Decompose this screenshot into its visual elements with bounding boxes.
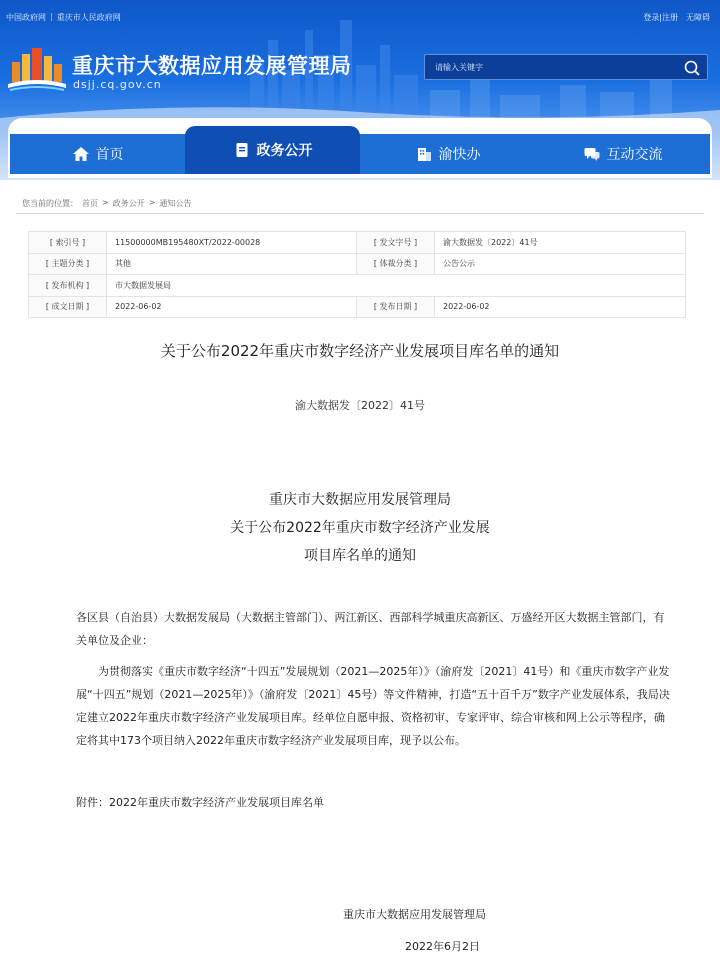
- top-links: [6, 12, 121, 23]
- accessibility-link[interactable]: 无障碍: [686, 13, 710, 22]
- link-gov-cn[interactable]: 中国政府网: [6, 13, 46, 22]
- nav-item-label: 互动交流: [606, 147, 663, 163]
- table-row: [29, 253, 686, 275]
- link-separator: |: [50, 12, 53, 21]
- site-title[interactable]: 重庆市大数据应用发展管理局: [72, 54, 352, 78]
- nav-item-home[interactable]: [10, 134, 185, 174]
- search-input[interactable]: [435, 63, 675, 72]
- top-right-links: [643, 12, 710, 23]
- home-icon: [72, 145, 90, 163]
- issuer-value: 市大数据发展局: [107, 275, 686, 297]
- heading-line-3: 项目库名单的通知: [304, 548, 416, 564]
- article-title: 关于公布2022年重庆市数字经济产业发展项目库名单的通知: [160, 342, 560, 360]
- topic-label: [ 主题分类 ]: [29, 253, 107, 275]
- breadcrumb-gov-affairs[interactable]: 政务公开: [112, 199, 145, 208]
- docno-value: 渝大数据发〔2022〕41号: [435, 232, 686, 254]
- index-label: [ 索引号 ]: [29, 232, 107, 254]
- breadcrumb-notices[interactable]: 通知公告: [159, 199, 192, 208]
- genre-label: [ 体裁分类 ]: [357, 253, 435, 275]
- nav-item-interaction[interactable]: [535, 134, 710, 174]
- table-row: [29, 232, 686, 254]
- breadcrumb-home[interactable]: 首页: [82, 199, 98, 208]
- breadcrumb-sep: >: [148, 198, 156, 207]
- salutation-paragraph: 各区县（自治县）大数据发展局（大数据主管部门）、两江新区、西部科学城重庆高新区、万盛经开区大数据主管部门，有关单位及企业：: [76, 611, 665, 647]
- breadcrumb: [22, 198, 191, 209]
- search-icon[interactable]: [683, 59, 701, 77]
- site-logo-icon[interactable]: [8, 48, 66, 94]
- document-icon: [233, 141, 251, 159]
- issuer-label: [ 发布机构 ]: [29, 275, 107, 297]
- index-value: 11500000MB195480XT/2022-00028: [107, 232, 357, 254]
- created-label: [ 成文日期 ]: [29, 296, 107, 318]
- document-number: 渝大数据发〔2022〕41号: [295, 399, 425, 412]
- topic-value: 其他: [107, 253, 357, 275]
- breadcrumb-sep: >: [102, 198, 109, 207]
- genre-value: 公告公示: [435, 253, 686, 275]
- published-value: 2022-06-02: [435, 296, 686, 318]
- document-heading: [0, 486, 720, 570]
- search-box: [424, 54, 708, 80]
- table-row: [29, 296, 686, 318]
- heading-line-1: 重庆市大数据应用发展管理局: [269, 492, 451, 508]
- heading-line-2: 关于公布2022年重庆市数字经济产业发展: [230, 520, 490, 536]
- signature-date: 2022年6月2日: [405, 940, 480, 953]
- building-icon: [415, 145, 433, 163]
- nav-item-label: 渝快办: [438, 147, 481, 163]
- main-nav: [10, 134, 710, 174]
- nav-item-yukuaiban[interactable]: [360, 134, 535, 174]
- nav-item-government-affairs[interactable]: [185, 126, 360, 174]
- site-domain: dsjj.cq.gov.cn: [73, 78, 162, 91]
- docno-label: [ 发文字号 ]: [357, 232, 435, 254]
- attachment-link[interactable]: 附件：2022年重庆市数字经济产业发展项目库名单: [76, 796, 324, 809]
- nav-item-label: 政务公开: [256, 143, 313, 159]
- document-meta-table: [28, 231, 686, 318]
- chat-icon: [583, 145, 601, 163]
- breadcrumb-divider: [16, 213, 704, 214]
- login-register-link[interactable]: 登录|注册: [643, 13, 678, 22]
- signature-organization: 重庆市大数据应用发展管理局: [343, 908, 486, 921]
- body-paragraph: 为贯彻落实《重庆市数字经济“十四五”发展规划（2021—2025年）》（渝府发〔2021〕41号）和《重庆市数字产业发展“十四五”规划（2021—2025年）》（渝府发〔2021〕45号）等文件精神，打造“五十百千万”数字产业发展体系，我局决定建立2022年重庆市数字经济产业发展项目库。经单位自愿申报、资格初审、专家评审、综合审核和网上公示等程序，确定将其中173个项目纳入2022年重庆市数字经济产业发展项目库，现予以公布。: [76, 665, 670, 747]
- breadcrumb-prefix: 您当前的位置：: [22, 199, 78, 208]
- created-value: 2022-06-02: [107, 296, 357, 318]
- link-cq-gov[interactable]: 重庆市人民政府网: [56, 13, 121, 22]
- nav-item-label: 首页: [95, 147, 124, 163]
- table-row: [29, 275, 686, 297]
- published-label: [ 发布日期 ]: [357, 296, 435, 318]
